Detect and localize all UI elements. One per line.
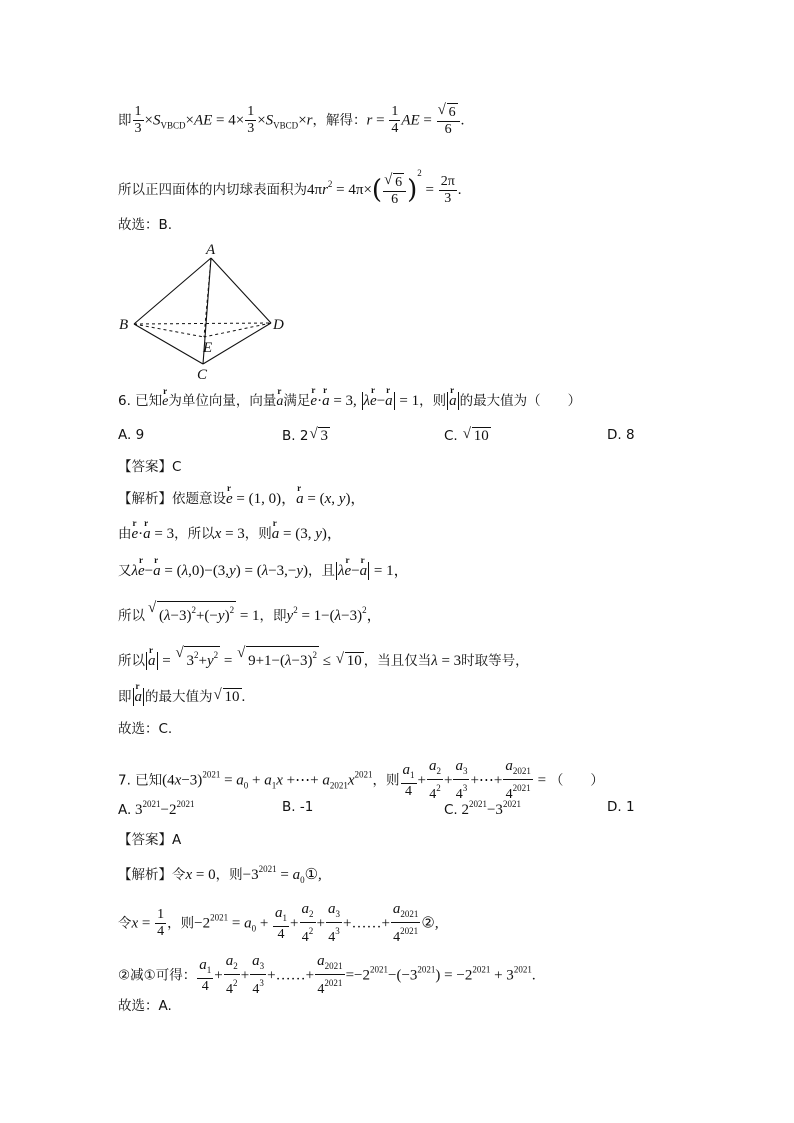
q6-analysis-1: 【解析】依题意设r e = (1, 0)，r a = (x, y)，	[118, 489, 365, 509]
q7-conclusion: 故选：A.	[118, 998, 172, 1014]
q6-analysis-6: 即r a 的最大值为√ 10 .	[118, 687, 245, 707]
solution-conclusion-5: 故选：B.	[118, 217, 173, 233]
vertex-label-D: D	[273, 317, 284, 333]
edge-CD	[203, 323, 271, 364]
q7-option-d: D. 1	[607, 799, 635, 815]
question-6-stem: 6. 已知r e为单位向量，向量r a满足r e·r a = 3, λr e−r a = 1，则r a 的最大值为（ ）	[118, 391, 581, 412]
q6-option-b: B. 2√ 3	[282, 427, 330, 445]
q6-answer: 【答案】C	[118, 459, 182, 475]
q7-analysis-1: 【解析】令x = 0，则$-3^{2021}$ = $a_0①$,	[118, 864, 322, 885]
q7-analysis-3: ②减①可得： $\frac{a_1}{4}$ + $\frac{a_2}{4^2}$ + $\frac{a_3}{4^3}$ +……+ $\frac{a_{2021}}{4^{2021}}$ $=-2^{2021}-(-3^{2021}) = -2^{2021} + 3^{2021}$.	[118, 953, 536, 997]
q7-analysis-2: 令x = $\frac{1}{4}$ ，则$-2^{2021} = a_0$ + $\frac{a_1}{4}$ + $\frac{a_2}{4^2}$ + $\frac{a_3}{4^3}$ +……+ $\frac{a_{2021}}{4^{2021}}$ ②,	[118, 901, 439, 945]
solution-line-2: 所以正四面体的内切球表面积为$4\pi r^2 = 4\pi\times$( √ $\frac{6}{6}$ )$^2$ = $\frac{2\pi}{3}$ .	[118, 163, 462, 208]
point-label-E: E	[203, 340, 213, 356]
segment-DE	[204, 323, 271, 337]
q6-option-c: C.√ 10	[444, 427, 491, 445]
q6-analysis-3: 又λr e−r a = (λ,0)−(3,y) = (λ−3,−y)，且 λr e−r a = 1，	[118, 561, 409, 581]
solution-line-1: 即 $\frac{1}{3}$ $\times S_{VBCD}\times AE = 4\times$ $\frac{1}{3}$ $\times S_{VBCD}\times r$，解得：r = $\frac{1}{4}$ AE = √ $\frac{6}{6}$ .	[118, 103, 464, 138]
q6-analysis-4: 所以√ $(\lambda-3)^2+(-y)^2 = 1$，即$y^2 = 1-(\lambda-3)^2$，	[118, 600, 382, 626]
q6-analysis-2: 由r e·r a = 3，所以x = 3，则r a = (3, y)，	[118, 524, 342, 544]
vertex-label-A: A	[206, 242, 216, 258]
edge-BC	[134, 324, 203, 364]
q7-option-c: C. $2^{2021}-3^{2021}$	[444, 799, 521, 818]
vertex-label-B: B	[119, 317, 129, 333]
edge-AD	[211, 258, 271, 323]
q7-answer: 【答案】A	[118, 832, 182, 848]
q7-option-a: A. $3^{2021}-2^{2021}$	[118, 799, 195, 818]
q6-conclusion: 故选：C.	[118, 721, 173, 737]
question-7-stem: 7. 已知$(4x-3)^{2021} = a_0 + a_1x$ +⋯+ $a_{2021}x^{2021}$，则 $\frac{a_1}{4}$ + $\frac{a_2}{4^2}$ + $\frac{a_3}{4^3}$ +⋯+ $\frac{a_{2021}}{4^{2021}}$ = （ ）	[118, 758, 604, 802]
edge-AB	[134, 258, 211, 324]
q6-option-d: D. 8	[607, 427, 635, 443]
edge-BD-hidden	[134, 323, 271, 324]
vertex-label-C: C	[197, 367, 208, 383]
q6-option-a: A. 9	[118, 427, 145, 443]
q7-option-b: B. -1	[282, 799, 314, 815]
q6-analysis-5: 所以r a = √ $3^2+y^2$ = √ $9+1-(\lambda-3)^2$ ≤ √ 10 ，当且仅当λ = 3时取等号，	[118, 646, 529, 671]
